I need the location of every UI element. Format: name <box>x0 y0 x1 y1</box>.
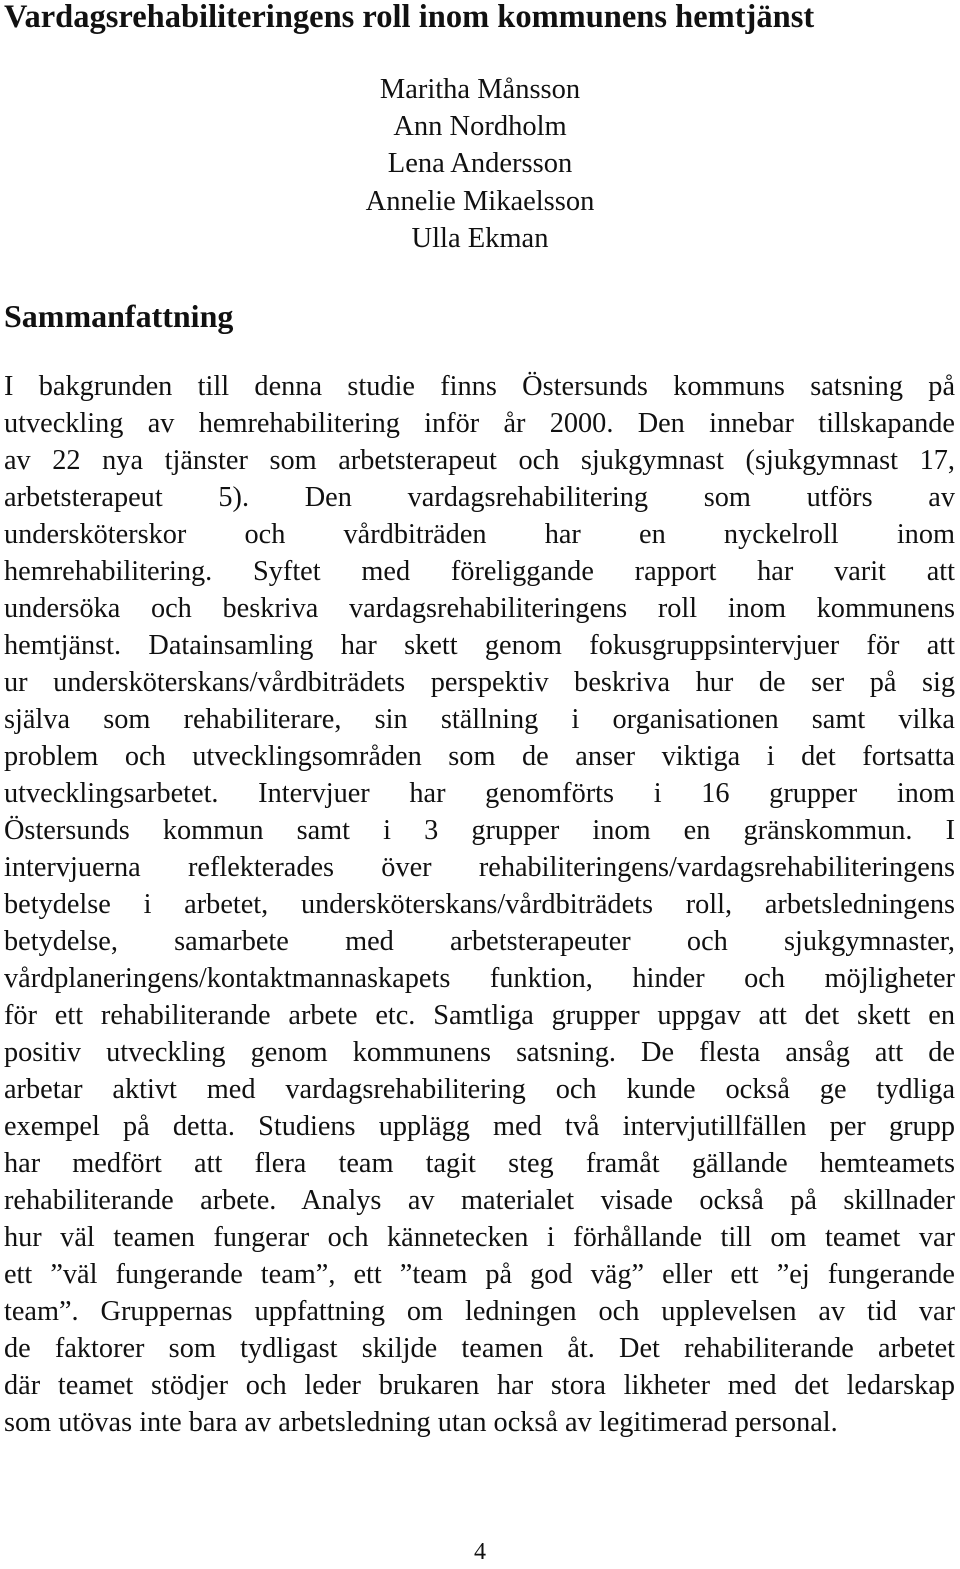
author-list <box>0 71 960 257</box>
document-title: Vardagsrehabiliteringens roll inom kommunens hemtjänst <box>4 0 815 35</box>
abstract-line: exempel på detta. Studiens upplägg med två intervjutillfällen per grupp <box>4 1111 955 1142</box>
abstract-line: arbetsterapeut 5). Den vardagsrehabilitering som utförs av <box>4 482 955 513</box>
abstract-line: vårdplaneringens/kontaktmannaskapets funktion, hinder och möjligheter <box>4 963 955 994</box>
abstract-line: undersöka och beskriva vardagsrehabiliteringens roll inom kommunens <box>4 593 955 624</box>
author-name: Ann Nordholm <box>393 111 567 143</box>
abstract-line: utveckling av hemrehabilitering inför år 2000. Den innebar tillskapande <box>4 408 955 439</box>
section-heading-summary: Sammanfattning <box>4 298 234 334</box>
page-number: 4 <box>474 1539 486 1565</box>
abstract-line: av 22 nya tjänster som arbetsterapeut och sjukgymnast (sjukgymnast 17, <box>4 445 955 476</box>
abstract-paragraph <box>4 368 955 1441</box>
abstract-line: Östersunds kommun samt i 3 grupper inom en gränskommun. I <box>4 815 955 846</box>
abstract-line: team”. Gruppernas uppfattning om ledningen och upplevelsen av tid var <box>4 1296 955 1327</box>
abstract-line: intervjuerna reflekterades över rehabiliteringens/vardagsrehabiliteringens <box>4 852 955 883</box>
abstract-line: rehabiliterande arbete. Analys av materialet visade också på skillnader <box>4 1185 955 1216</box>
abstract-line: hemrehabilitering. Syftet med föreliggande rapport har varit att <box>4 556 955 587</box>
abstract-line: betydelse, samarbete med arbetsterapeuter och sjukgymnaster, <box>4 926 955 957</box>
abstract-line: utvecklingsarbetet. Intervjuer har genomförts i 16 grupper inom <box>4 778 955 809</box>
abstract-line: hemtjänst. Datainsamling har skett genom fokusgruppsintervjuer för att <box>4 630 955 661</box>
abstract-line: själva som rehabiliterare, sin ställning i organisationen samt vilka <box>4 704 955 735</box>
abstract-line: som utövas inte bara av arbetsledning utan också av legitimerad personal. <box>4 1407 838 1438</box>
author-name: Maritha Månsson <box>379 74 581 105</box>
abstract-line: för ett rehabiliterande arbete etc. Samtliga grupper uppgav att det skett en <box>4 1000 955 1031</box>
author-name: Ulla Ekman <box>411 222 549 254</box>
author-name: Annelie Mikaelsson <box>365 185 595 217</box>
abstract-line: har medfört att flera team tagit steg framåt gällande hemteamets <box>4 1148 955 1179</box>
author-name: Lena Andersson <box>387 148 573 180</box>
abstract-line: problem och utvecklingsområden som de anser viktiga i det fortsatta <box>4 741 955 772</box>
abstract-line: hur väl teamen fungerar och kännetecken i förhållande till om teamet var <box>4 1222 955 1253</box>
abstract-line: undersköterskor och vårdbiträden har en nyckelroll inom <box>4 519 955 550</box>
abstract-line: positiv utveckling genom kommunens satsning. De flesta ansåg att de <box>4 1037 955 1068</box>
abstract-line: där teamet stödjer och leder brukaren har stora likheter med det ledarskap <box>4 1370 955 1401</box>
abstract-line: arbetar aktivt med vardagsrehabilitering och kunde också ge tydliga <box>4 1074 955 1105</box>
abstract-line: de faktorer som tydligast skiljde teamen åt. Det rehabiliterande arbetet <box>4 1333 955 1364</box>
abstract-line: I bakgrunden till denna studie finns Östersunds kommuns satsning på <box>4 371 955 402</box>
abstract-line: betydelse i arbetet, undersköterskans/vårdbiträdets roll, arbetsledningens <box>4 889 955 920</box>
abstract-line: ur undersköterskans/vårdbiträdets perspektiv beskriva hur de ser på sig <box>4 667 955 698</box>
abstract-line: ett ”väl fungerande team”, ett ”team på god väg” eller ett ”ej fungerande <box>4 1259 955 1290</box>
